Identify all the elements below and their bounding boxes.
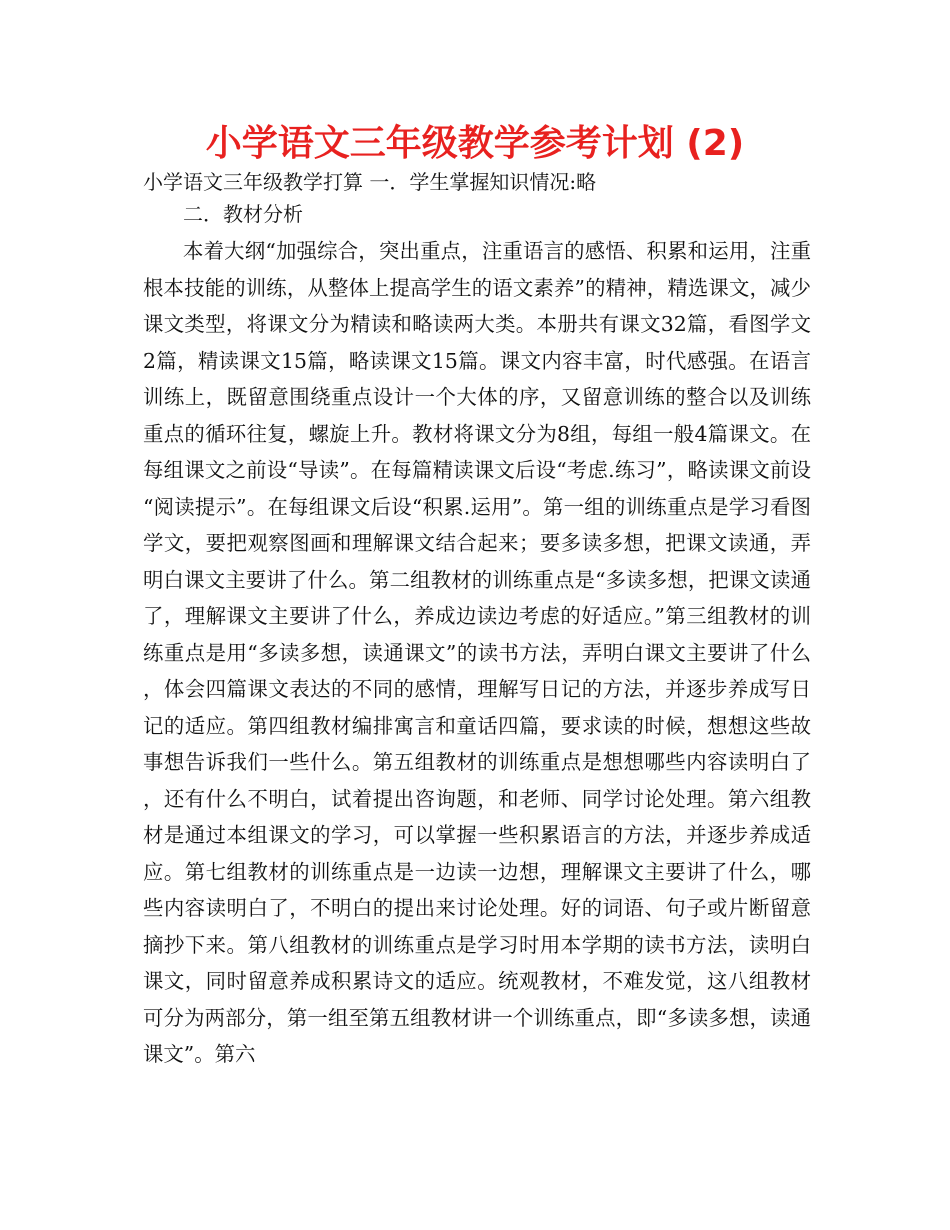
document-subtitle: 小学语文三年级教学打算 一．学生掌握知识情况:略	[143, 170, 597, 194]
body-paragraph: 本着大纲“加强综合，突出重点，注重语言的感悟、积累和运用，注重根本技能的训练，从整体上提高学生的语文素养”的精神，精选课文，减少课文类型，将课文分为精读和略读两大类。本册共有课文32篇，看图学文2篇，精读课文15篇，略读课文15篇。课文内容丰富，时代感强。在语言训练上，既留意围绕重点设计一个大体的序，又留意训练的整合以及训练重点的循环往复，螺旋上升。教材将课文分为8组，每组一般4篇课文。在每组课文之前设“导读”。在每篇精读课文后设“考虑.练习”，略读课文前设“阅读提示”。在每组课文后设“积累.运用”。第一组的训练重点是学习看图学文，要把观察图画和理解课文结合起来；要多读多想，把课文读通，弄明白课文主要讲了什么。第二组教材的训练重点是“多读多想，把课文读通了，理解课文主要讲了什么，养成边读边考虑的好适应。”第三组教材的训练重点是用“多读多想，读通课文”的读书方法，弄明白课文主要讲了什么，体会四篇课文表达的不同的感情，理解写日记的方法，并逐步养成写日记的适应。第四组教材编排寓言和童话四篇，要求读的时候，想想这些故事想告诉我们一些什么。第五组教材的训练重点是想想哪些内容读明白了，还有什么不明白，试着提出咨询题，和老师、同学讨论处理。第六组教材是通过本组课文的学习，可以掌握一些积累语言的方法，并逐步养成适应。第七组教材的训练重点是一边读一边想，理解课文主要讲了什么，哪些内容读明白了，不明白的提出来讨论处理。好的词语、句子或片断留意摘抄下来。第八组教材的训练重点是学习时用本学期的读书方法，读明白课文，同时留意养成积累诗文的适应。统观教材，不难发觉，这八组教材可分为两部分，第一组至第五组教材讲一个训练重点，即“多读多想，读通课文”。第六	[143, 239, 811, 1066]
document-title: 小学语文三年级教学参考计划 (2)	[205, 123, 745, 164]
section-heading: 二．教材分析	[183, 202, 303, 226]
